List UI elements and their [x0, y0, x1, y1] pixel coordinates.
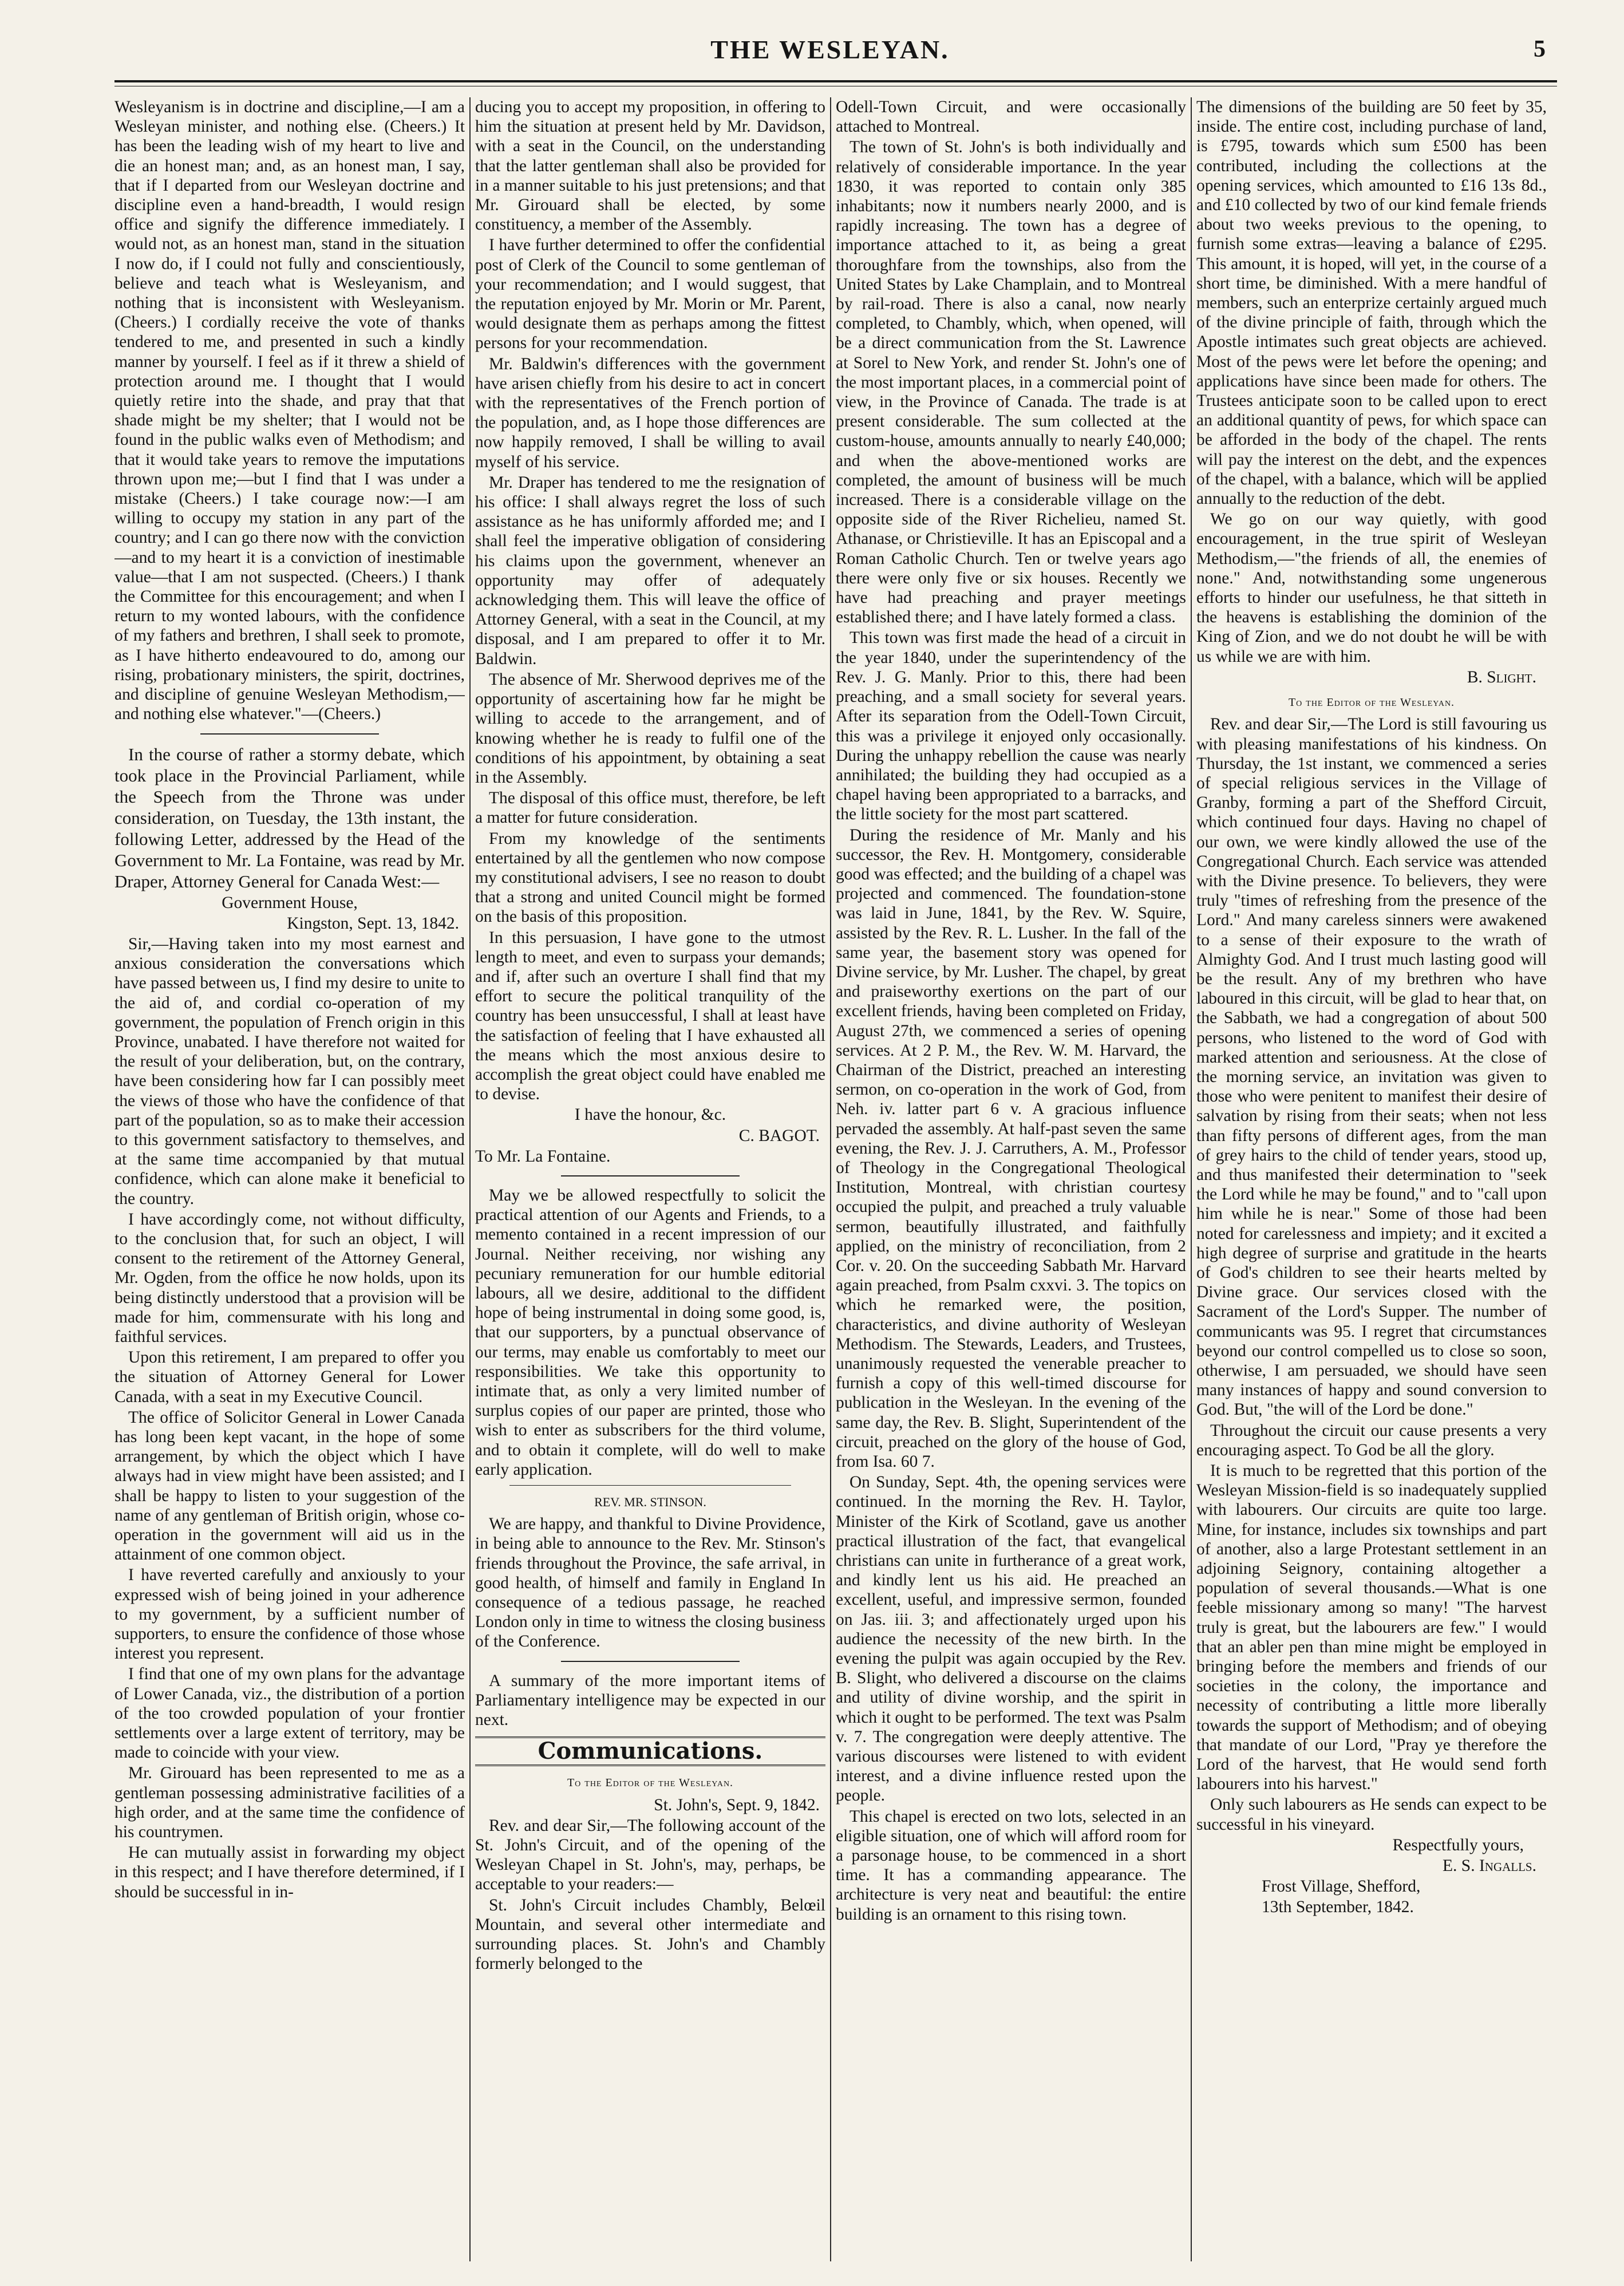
separator: [561, 1661, 740, 1662]
letter-date: St. John's, Sept. 9, 1842.: [654, 1795, 820, 1814]
newspaper-title: THE WESLEYAN.: [710, 35, 950, 64]
letter-paragraph: In this persuasion, I have gone to the utmost length to meet, and even to surpass your demands; and if, after such an overture I shall find that my effort to secure the political tranquility of the country has been unsuccessful, I shall at least have the satisfaction of feeling that I have exhausted all the means which the most anxious desire to accomplish the great object could have enabled me to devise.: [475, 928, 825, 1104]
letter-paragraph: Only such labourers as He sends can expect to be successful in his vineyard.: [1196, 1795, 1547, 1834]
letter-signature: E. S. Ingalls.: [1443, 1857, 1536, 1876]
letter-paragraph: The disposal of this office must, therefore, be left a matter for future consideration.: [475, 789, 825, 827]
column-4: [1196, 97, 1547, 2273]
summary-paragraph: A summary of the more important items of Parliamentary intelligence may be expected in our next.: [475, 1671, 825, 1730]
letter-paragraph: Odell-Town Circuit, and were occasionally attached to Montreal.: [836, 98, 1186, 136]
letter-paragraph: Mr. Girouard has been represented to me as a gentleman possessing administrative facilities of a high order, and at the same time the confidence of his countrymen.: [114, 1764, 465, 1842]
masthead: [114, 34, 1546, 74]
separator: [200, 733, 379, 735]
column-divider: [830, 97, 831, 2261]
letter-paragraph: The absence of Mr. Sherwood deprives me of the opportunity of ascertaining how far he might be willing to accede to the arrangement, and of knowing whether he is ready to fulfil one of the conditions of his appointment, by obtaining a seat in the Assembly.: [475, 670, 825, 787]
letter-paragraph: The dimensions of the building are 50 feet by 35, inside. The entire cost, including purchase of land, is £795, towards which sum £500 has been contributed, including the collections at the opening services, which amounted to £16 13s 8d., and £10 collected by two of our kind female friends about two weeks previous to the opening, to furnish some extras—leaving a balance of £295. This amount, it is hoped, will yet, in the course of a short time, be diminished. With a mere handful of members, such an enterprize certainly argued much of the divine principle of faith, through which the Apostle intimates such great objects are achieved. Most of the pews were let before the opening; and applications have since been made for others. The Trustees anticipate soon to be called upon to erect an additional quantity of pews, for which space can be afforded in the body of the chapel. The rents will pay the interest on the debt, and the expences of the chapel, with a balance, which will be applied annually to the reduction of the debt.: [1196, 98, 1547, 508]
letter-paragraph: Mr. Baldwin's differences with the government have arisen chiefly from his desire to act in concert with the representatives of the French portion of the population, and, as I hope those differences are now happily removed, I shall be willing to avail myself of his service.: [475, 354, 825, 471]
stinson-heading: REV. MR. STINSON.: [594, 1495, 706, 1510]
letter-paragraph: Rev. and dear Sir,—The following account of the St. John's Circuit, and of the opening of the Wesleyan Chapel in St. John's, may, perhaps, be acceptable to your readers:—: [475, 1816, 825, 1894]
letter-closing: I have the honour, &c.: [574, 1106, 726, 1124]
column-divider: [469, 97, 471, 2261]
letter-paragraph: From my knowledge of the sentiments entertained by all the gentlemen who now compose my constitutional advisers, I see no reason to doubt that a strong and united Council might be formed on the basis of this proposition.: [475, 829, 825, 926]
letter-addressee: To Mr. La Fontaine.: [475, 1147, 611, 1166]
letter-paragraph: I find that one of my own plans for the advantage of Lower Canada, viz., the distribution of a portion of the too crowded population of your frontier settlements over a large extent of territory, may be made to coincide with your view.: [114, 1665, 465, 1762]
letter-place: Frost Village, Shefford,: [1262, 1877, 1421, 1896]
letter-paragraph: The office of Solicitor General in Lower Canada has long been kept vacant, in the hope of some arrangement, by which the object which I have always had in view might have been assisted; and I shall be happy to listen to your suggestion of the name of any gentleman of British origin, whose co-operation in the government will aid us in the attainment of one common object.: [114, 1408, 465, 1564]
column-1: [114, 97, 465, 2273]
communications-heading: Communications.: [475, 1736, 825, 1766]
letter-paragraph: He can mutually assist in forwarding my object in this respect; and I have therefore determined, if I should be successful in in-: [114, 1843, 465, 1901]
letter-place: Government House,: [222, 893, 358, 912]
letter-paragraph: Mr. Draper has tendered to me the resignation of his office: I shall always regret the loss of such assistance as he has uniformly afforded me; and I shall feel the imperative obligation of considering his claims upon the government, whenever an opportunity may offer of adequately acknowledging them. This will leave the office of Attorney General, with a seat in the Council, at my disposal, and I am prepared to offer it to Mr. Baldwin.: [475, 473, 825, 668]
letter-paragraph: During the residence of Mr. Manly and his successor, the Rev. H. Montgomery, considerable good was effected; and the building of a chapel was projected and commenced. The foundation-stone was laid in June, 1841, by the Rev. W. Squire, assisted by the Rev. R. L. Lusher. In the fall of the same year, the basement story was opened for Divine service, by Mr. Lusher. The chapel, by great and praiseworthy exertions on the part of our excellent friends, having been completed on Friday, August 27th, we commenced a series of opening services. At 2 P. M., the Rev. W. M. Harvard, the Chairman of the District, preached an interesting sermon, on co-operation in the work of God, from Neh. iv. latter part 6 v. A gracious influence pervaded the assembly. At half-past seven the same evening, the Rev. J. J. Carruthers, A. M., Professor of Theology in the Congregational Theological Institution, Montreal, with christian courtesy occupied the pulpit, and preached a truly valuable sermon, beautifully illustrated, and faithfully applied, on the ministry of reconciliation, from 2 Cor. v. 20. On the succeeding Sabbath Mr. Harvard again preached, from Psalm cxxvi. 3. The topics on which he remarked were, the position, characteristics, and divine authority of Wesleyan Methodism. The Stewards, Leaders, and Trustees, unanimously requested the venerable preacher to furnish a copy of this well-timed discourse for publication in the Wesleyan. In the evening of the same day, the Rev. B. Slight, Superintendent of the circuit, preached on the glory of the house of God, from Isa. 60 7.: [836, 826, 1186, 1471]
letter-paragraph: This town was first made the head of a circuit in the year 1840, under the superintendency of the Rev. J. G. Manly. Prior to this, there had been preaching, and a small society for several years. After its separation from the Odell-Town Circuit, this was a privilege it enjoyed only occasionally. During the unhappy rebellion the cause was nearly annihilated; the building they had occupied as a chapel having been appropriated to a barracks, and the little society for the most part scattered.: [836, 629, 1186, 824]
letter-date: Kingston, Sept. 13, 1842.: [287, 914, 459, 933]
letter-paragraph: This chapel is erected on two lots, selected in an eligible situation, one of which will afford room for a parsonage house, to be commenced in a short time. It has a commanding appearance. The architecture is very neat and beautiful: the entire building is an ornament to this rising town.: [836, 1807, 1186, 1924]
letter-paragraph: I have accordingly come, not without difficulty, to the conclusion that, for such an object, I will consent to the retirement of the Attorney General, Mr. Ogden, from the office he now holds, upon its being distinctly understood that a provision will be made for him, commensurate with his long and faithful services.: [114, 1210, 465, 1346]
speech-text: Wesleyanism is in doctrine and discipline,—I am a Wesleyan minister, and nothing else. (Cheers.) It has been the leading wish of my heart to live and die an honest man; and, as an honest man, I say, that if I departed from our Wesleyan doctrine and discipline even a hand-breadth, I would resign office and signify the difference immediately. I would not, as an honest man, stand in the situation I now do, if I could not fully and conscientiously, believe and teach what is Wesleyanism, and nothing that is inconsistent with Wesleyanism. (Cheers.) I cordially receive the vote of thanks tendered to me, and presented in such a kindly manner by yourself. I feel as if it threw a shield of protection around me. I thought that I would quietly retire into the shade, and pray that that shade might be my shelter; that I would not be found in the public walks even of Methodism; and that it would take years to remove the imputations thrown upon me;—but I find that I was under a mistake (Cheers.) I take courage now:—I am willing to occupy my station in any part of the country; and I can go there now with the conviction—and to my heart it is a conviction of inestimable value—that I am not suspected. (Cheers.) I thank the Committee for this encouragement; and when I return to my wonted labours, with the confidence of my fathers and brethren, I shall seek to promote, as I have hitherto endeavoured to do, among our rising, probationary ministers, the spirit, doctrines, and discipline of genuine Wesleyan Methodism,—and nothing else whatever."—(Cheers.): [114, 98, 465, 724]
letter-paragraph: We go on our way quietly, with good encouragement, in the true spirit of Wesleyan Methodism,—"the friends of all, the enemies of none." And, notwithstanding some ungenerous efforts to hinder our usefulness, he that sitteth in the heavens is establishing the dominion of the King of Zion, and we do not doubt he will be with us while we are with him.: [1196, 510, 1547, 666]
letter-paragraph: I have further determined to offer the confidential post of Clerk of the Council to some gentleman of your recommendation; and I would suggest, that the reputation enjoyed by Mr. Morin or Mr. Parent, would designate them as perhaps among the fittest persons for your recommendation.: [475, 236, 825, 353]
to-editor-heading: To the Editor of the Wesleyan.: [1288, 696, 1455, 709]
notice-paragraph: May we be allowed respectfully to solicit the practical attention of our Agents and Friends, to a memento contained in a recent impression of our Journal. Neither receiving, nor wishing any pecuniary remuneration for our humble editorial labours, all we desire, additional to the diffident hope of being instrumental in doing some good, is, that our supporters, by a punctual observance of our terms, may enable us comfortably to meet our responsibilities. We take this opportunity to intimate that, as only a very limited number of surplus copies of our paper are printed, those who wish to enter as subscribers for the third volume, and to obtain it complete, will do well to make early application.: [475, 1186, 825, 1479]
letter-paragraph: Sir,—Having taken into my most earnest and anxious consideration the conversations which have passed between us, I find my desire to unite to the aid of, and cordial co-operation of my government, the population of French origin in this Province, unabated. I have therefore not waited for the result of your deliberation, but, on the contrary, have been considering how far I can possibly meet the views of those who have the confidence of that part of the population, so as to make their accession to this government satisfactory to themselves, and at the same time accompanied by that mutual confidence, which can alone make it beneficial to the country.: [114, 934, 465, 1208]
column-3: [836, 97, 1186, 2273]
stinson-paragraph: We are happy, and thankful to Divine Providence, in being able to announce to the Rev. Mr. Stinson's friends throughout the Province, the safe arrival, in good health, of himself and family in England In consequence of a tedious passage, he reached London only in time to witness the closing business of the Conference.: [475, 1515, 825, 1651]
letter-paragraph: I have reverted carefully and anxiously to your expressed wish of being joined in your adherence to my government, by a sufficient number of supporters, to ensure the confidence of those whose interest you represent.: [114, 1566, 465, 1663]
header-rule-thick: [114, 80, 1557, 82]
letter-paragraph: Throughout the circuit our cause presents a very encouraging aspect. To God be all the glory.: [1196, 1421, 1547, 1459]
separator: [509, 1485, 791, 1486]
letter-paragraph: On Sunday, Sept. 4th, the opening services were continued. In the morning the Rev. H. Taylor, Minister of the Kirk of Scotland, gave us another practical illustration of the fact, that evangelical christians can unite in furtherance of a great work, and kindly lent us his aid. He preached an excellent, useful, and impressive sermon, founded on Jas. iii. 3; and affectionately urged upon his audience the necessity of the new birth. In the evening the pulpit was again occupied by the Rev. B. Slight, who delivered a discourse on the claims and utility of divine worship, and the spirit in which it ought to be performed. The text was Psalm v. 7. The congregation were deeply attentive. The various discourses were listened to with evident interest, and a divine influence rested upon the people.: [836, 1473, 1186, 1805]
letter-paragraph: The town of St. John's is both individually and relatively of considerable importance. In the year 1830, it was reported to contain only 385 inhabitants; now it numbers nearly 2000, and is rapidly increasing. The town has a degree of importance attached to it, as being a great thoroughfare from the townships, also from the United States by Lake Champlain, and to Montreal by rail-road. There is also a canal, now nearly completed, to Chambly, which, when opened, will be a direct communication from the St. Lawrence at Sorel to New York, and render St. John's one of the most important places, in a commercial point of view, in the Province of Canada. The trade is at present considerable. The sum collected at the custom-house, amounts annually to nearly £40,000; and when the above-mentioned works are completed, the amount of business will be much increased. There is a considerable village on the opposite side of the River Richelieu, named St. Athanase, or Christieville. It has an Episcopal and a Roman Catholic Church. Ten or twelve years ago there were only five or six houses. Recently we have had preaching and prayer meetings established there; and I have lately formed a class.: [836, 138, 1186, 627]
letter-signature: B. Slight.: [1467, 668, 1536, 686]
to-editor-heading: To the Editor of the Wesleyan.: [567, 1776, 734, 1790]
letter-closing: Respectfully yours,: [1392, 1835, 1524, 1854]
column-divider: [1191, 97, 1192, 2261]
separator: [561, 1175, 740, 1176]
letter-paragraph: ducing you to accept my proposition, in offering to him the situation at present held by Mr. Davidson, with a seat in the Council, on the understanding that the latter gentleman shall also be provided for in a manner suitable to his just pretensions; and that Mr. Girouard shall be elected, by some constituency, a member of the Assembly.: [475, 98, 825, 234]
page-number: 5: [1534, 36, 1546, 62]
letter-paragraph: Rev. and dear Sir,—The Lord is still favouring us with pleasing manifestations of his kindness. On Thursday, the 1st instant, we commenced a series of special religious services in the Village of Granby, forming a part of the Shefford Circuit, which continued four days. Having no chapel of our own, we were kindly allowed the use of the Congregational Church. Each service was attended with the Divine presence. To believers, they were truly "times of refreshing from the presence of the Lord." And many careless sinners were awakened to a sense of their exposure to the wrath of Almighty God. And I trust much lasting good will be the result. Any of my brethren who have laboured in this circuit, will be glad to hear that, on the Sabbath, we had a congregation of about 500 persons, who listened to the word of God with marked attention and seriousness. At the close of the morning service, an invitation was given to those who were penitent to manifest their desire of salvation by rising from their seats; when not less than fifty persons of different ages, from the man of grey hairs to the child of tender years, stood up, and thus manifested their determination to "seek the Lord while he may be found," and to "call upon him while he is near." Some of those had been noted for carelessness and impiety; and it excited a high degree of surprise and gratitude in the hearts of God's children to see their hearts melted by Divine grace. Our services closed with the Sacrament of the Lord's Supper. The number of communicants was 95. I regret that circumstances beyond our control compelled us to close so soon, otherwise, I am persuaded, we should have seen many instances of happy and sound conversion to God. But, "the will of the Lord be done.": [1196, 715, 1547, 1419]
editorial-intro: In the course of rather a stormy debate, which took place in the Provincial Parliament, while the Speech from the Throne was under consideration, on Tuesday, the 13th instant, the following Letter, addressed by the Head of the Government to Mr. La Fontaine, was read by Mr. Draper, Attorney General for Canada West:—: [114, 744, 465, 891]
letter-date: 13th September, 1842.: [1262, 1898, 1414, 1917]
letter-signature: C. BAGOT.: [738, 1126, 820, 1145]
letter-paragraph: St. John's Circuit includes Chambly, Belœil Mountain, and several other intermediate and surrounding places. St. John's and Chambly formerly belonged to the: [475, 1896, 825, 1973]
letter-paragraph: Upon this retirement, I am prepared to offer you the situation of Attorney General for Lower Canada, with a seat in my Executive Council.: [114, 1348, 465, 1406]
column-2: [475, 97, 825, 2273]
letter-paragraph: It is much to be regretted that this portion of the Wesleyan Mission-field is so inadequately supplied with labourers. Our circuits are quite too large. Mine, for instance, includes six townships and part of another, also a large Protestant settlement in an adjoining Seignory, containing altogether a population of several thousands.—What is one feeble missionary among so many! "The harvest truly is great, but the labourers are few." I would that an abler pen than mine might be employed in bringing before the members and friends of our societies in the colony, the importance and necessity of contributing a little more liberally towards the support of Methodism; and of obeying that mandate of our Lord, "Pray ye therefore the Lord of the harvest, that He would send forth labourers into his harvest.": [1196, 1462, 1547, 1794]
